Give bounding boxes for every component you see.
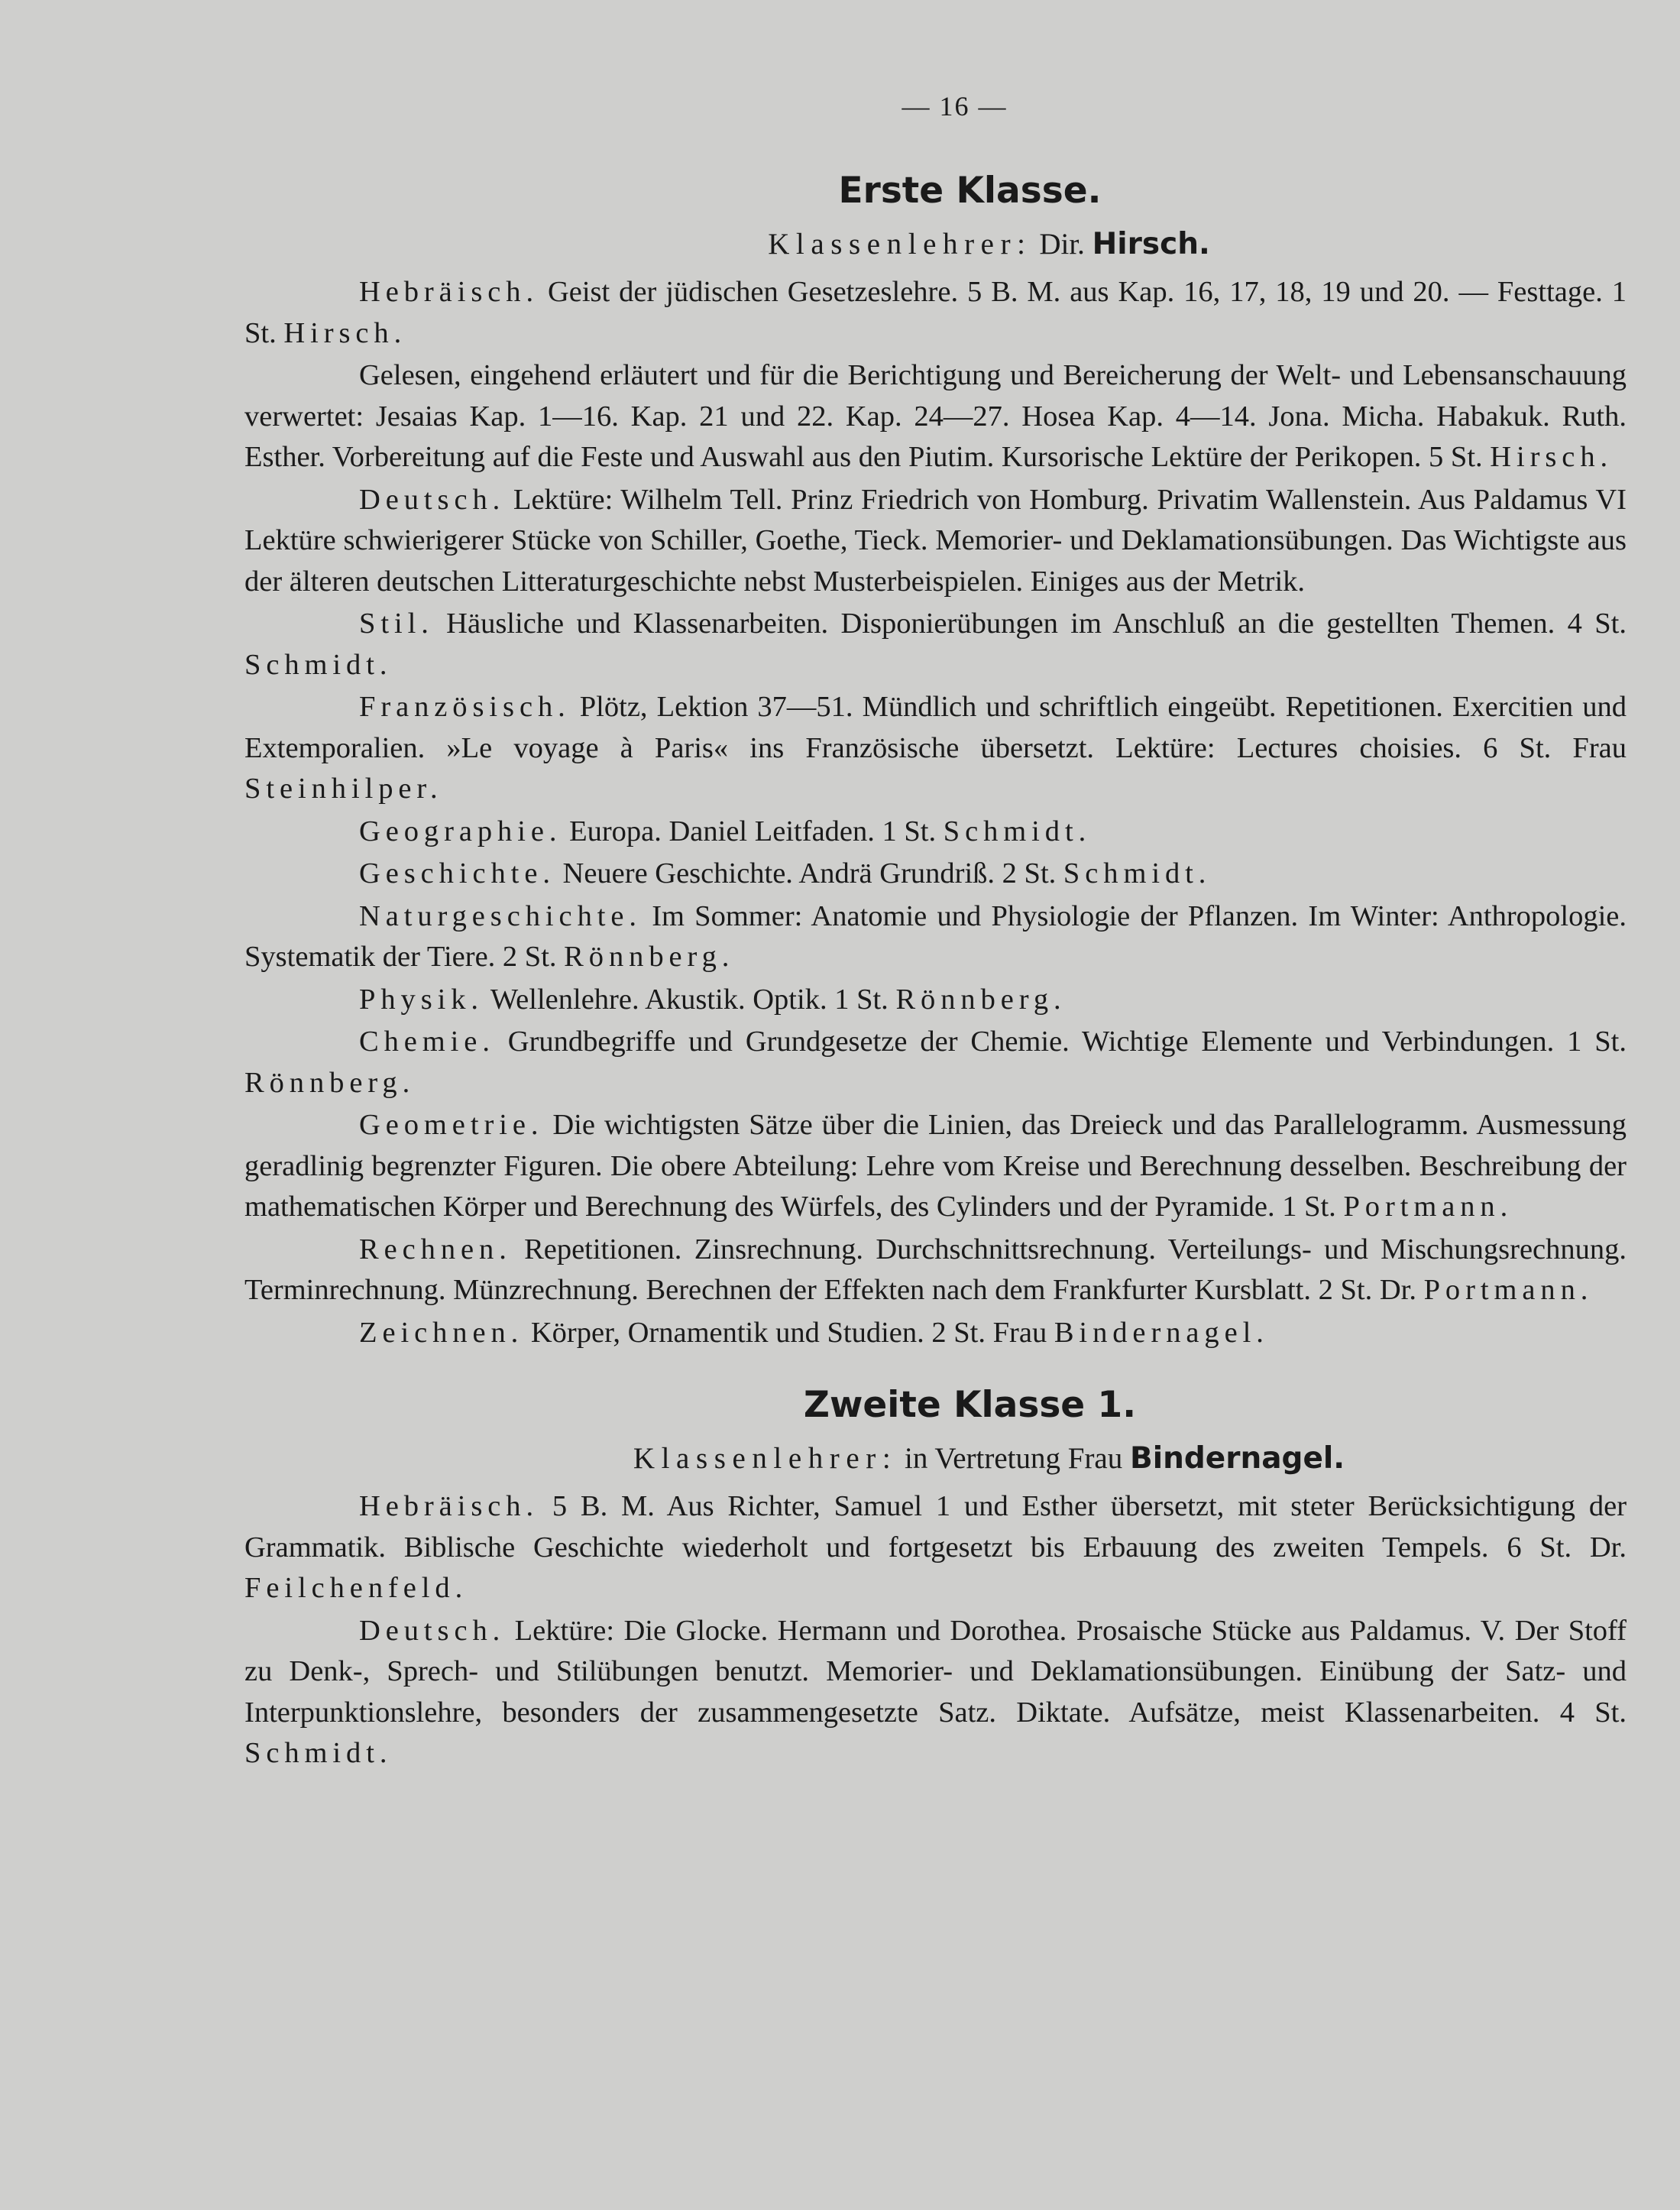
subject-text: Geist der jüdischen Gesetzeslehre. 5 B. M. aus Kap. 16, 17, 18, 19 und 20. — Festtage. 1 St. <box>244 276 1627 349</box>
subject-name: Geographie. <box>359 815 562 847</box>
subject-paragraph <box>244 812 1627 853</box>
class-teacher-line <box>244 227 1627 261</box>
teacher-prefix: in Vertretung Frau <box>905 1442 1123 1475</box>
subject-text: Repetitionen. Zinsrechnung. Durchschnittsrechnung. Verteilungs- und Mischungsrechnung. Terminrechnung. Münzrechnung. Berechnen der Effekten nach dem Frankfurter Kursblatt. 2 St. Dr. <box>244 1233 1627 1306</box>
section-title: Erste Klasse. <box>838 170 1102 212</box>
subject-name: Stil. <box>359 608 434 640</box>
subject-text: Neuere Geschichte. Andrä Grundriß. 2 St. <box>562 857 1057 890</box>
subject-name: Deutsch. <box>359 1614 506 1647</box>
subject-text: Grundbegriffe und Grundgesetze der Chemie. Wichtige Elemente und Verbindungen. 1 St. <box>507 1026 1627 1058</box>
subject-teacher: Steinhilper. <box>244 773 443 805</box>
subject-text: Gelesen, eingehend erläutert und für die Berichtigung und Bereicherung der Welt- und Lebensanschauung verwertet: Jesaias Kap. 1—16. Kap. 21 und 22. Kap. 24—27. Hosea Kap. 4—14. Jona. Micha. Habakuk. Ruth. Esther. Vorbereitung auf die Feste und Auswahl aus den Piutim. Kursorische Lektüre der Perikopen. 5 St. <box>244 359 1627 473</box>
subject-text: Lektüre: Wilhelm Tell. Prinz Friedrich von Homburg. Privatim Wallenstein. Aus Paldamus VI Lektüre schwierigerer Stücke von Schiller, Goethe, Tieck. Memorier- und Deklamationsübungen. Das Wichtigste aus der älteren deutschen Litteraturgeschichte nebst Musterbeispielen. Einiges aus der Metrik. <box>244 483 1627 598</box>
subject-paragraph <box>244 355 1627 478</box>
subject-paragraph <box>244 1611 1627 1774</box>
subject-teacher: Portmann. <box>1423 1274 1594 1306</box>
subject-name: Rechnen. <box>359 1233 512 1265</box>
subject-teacher: Rönnberg. <box>895 983 1067 1016</box>
subject-paragraph <box>244 687 1627 810</box>
subject-teacher: Schmidt. <box>244 648 393 681</box>
subject-text: Wellenlehre. Akustik. Optik. 1 St. <box>490 983 889 1016</box>
subject-teacher: Hirsch. <box>1490 441 1614 473</box>
subject-name: Geschichte. <box>359 857 555 890</box>
subject-text: Im Sommer: Anatomie und Physiologie der Pflanzen. Im Winter: Anthropologie. Systematik der Tiere. 2 St. <box>244 899 1627 973</box>
subject-teacher: Schmidt. <box>1063 857 1212 890</box>
subject-teacher: Feilchenfeld. <box>244 1572 468 1604</box>
class-teacher-line <box>244 1441 1627 1476</box>
subject-paragraph <box>244 1022 1627 1103</box>
subject-name: Physik. <box>359 983 484 1016</box>
subject-teacher: Portmann. <box>1343 1191 1513 1223</box>
subject-paragraph <box>244 980 1627 1021</box>
subject-text: 5 B. M. Aus Richter, Samuel 1 und Esther übersetzt, mit steter Berücksichtigung der Grammatik. Biblische Geschichte wiederholt und fortgesetzt bis Erbauung des zweiten Tempels. 6 St. Dr. <box>244 1490 1627 1564</box>
subject-paragraph <box>244 896 1627 978</box>
subject-teacher: Rönnberg. <box>564 941 735 973</box>
subject-text: Europa. Daniel Leitfaden. 1 St. <box>569 815 937 847</box>
section-erste-klasse <box>244 170 1627 1353</box>
subject-teacher: Schmidt. <box>244 1737 393 1769</box>
subject-name: Deutsch. <box>359 483 506 516</box>
subject-teacher: Bindernagel. <box>1054 1316 1269 1349</box>
subject-name: Chemie. <box>359 1026 495 1058</box>
subject-name: Hebräisch. <box>359 1490 539 1522</box>
section-title: Zweite Klasse 1. <box>803 1384 1137 1426</box>
subject-name: Hebräisch. <box>359 276 539 308</box>
subject-paragraph <box>244 854 1627 895</box>
subject-paragraph <box>244 604 1627 685</box>
subject-text: Die wichtigsten Sätze über die Linien, das Dreieck und das Parallelogramm. Ausmessung geradlinig begrenzter Figuren. Die obere Abteilung: Lehre vom Kreise und Berechnung desselben. Beschreibung der mathematischen Körper und Berechnung des Würfels, des Cylinders und der Pyramide. 1 St. <box>244 1109 1627 1223</box>
page-number: — 16 — <box>902 91 1008 122</box>
section-zweite-klasse <box>244 1384 1627 1774</box>
subject-text: Häusliche und Klassenarbeiten. Disponierübungen im Anschluß an die gestellten Themen. 4 St. <box>446 608 1627 640</box>
subject-teacher: Schmidt. <box>943 815 1092 847</box>
subject-name: Zeichnen. <box>359 1316 524 1349</box>
teacher-name: Bindernagel. <box>1130 1441 1345 1476</box>
subject-paragraph <box>244 1313 1627 1354</box>
teacher-label: Klassenlehrer: <box>768 228 1032 261</box>
subject-name: Geometrie. <box>359 1109 544 1141</box>
subject-paragraph <box>244 272 1627 354</box>
subject-text: Körper, Ornamentik und Studien. 2 St. Frau <box>530 1316 1047 1349</box>
subject-teacher: Rönnberg. <box>244 1066 416 1099</box>
subject-paragraph <box>244 480 1627 603</box>
subject-paragraph <box>244 1230 1627 1311</box>
subject-paragraph <box>244 1105 1627 1228</box>
subject-name: Naturgeschichte. <box>359 899 642 932</box>
subject-text: Plötz, Lektion 37—51. Mündlich und schriftlich eingeübt. Repetitionen. Exercitien und Extemporalien. »Le voyage à Paris« ins Französische übersetzt. Lektüre: Lectures choisies. 6 St. Frau <box>244 691 1627 764</box>
subject-text: Lektüre: Die Glocke. Hermann und Dorothea. Prosaische Stücke aus Paldamus. V. Der Stoff zu Denk-, Sprech- und Stilübungen benutzt. Memorier- und Deklamationsübungen. Einübung der Satz- und Interpunktionslehre, besonders der zusammengesetzte Satz. Diktate. Aufsätze, meist Klassenarbeiten. 4 St. <box>244 1614 1627 1729</box>
subject-teacher: Hirsch. <box>283 316 407 349</box>
subject-paragraph <box>244 1486 1627 1609</box>
teacher-name: Hirsch. <box>1092 227 1210 261</box>
teacher-prefix: Dir. <box>1039 228 1085 261</box>
subject-name: Französisch. <box>359 691 571 723</box>
teacher-label: Klassenlehrer: <box>633 1442 898 1475</box>
